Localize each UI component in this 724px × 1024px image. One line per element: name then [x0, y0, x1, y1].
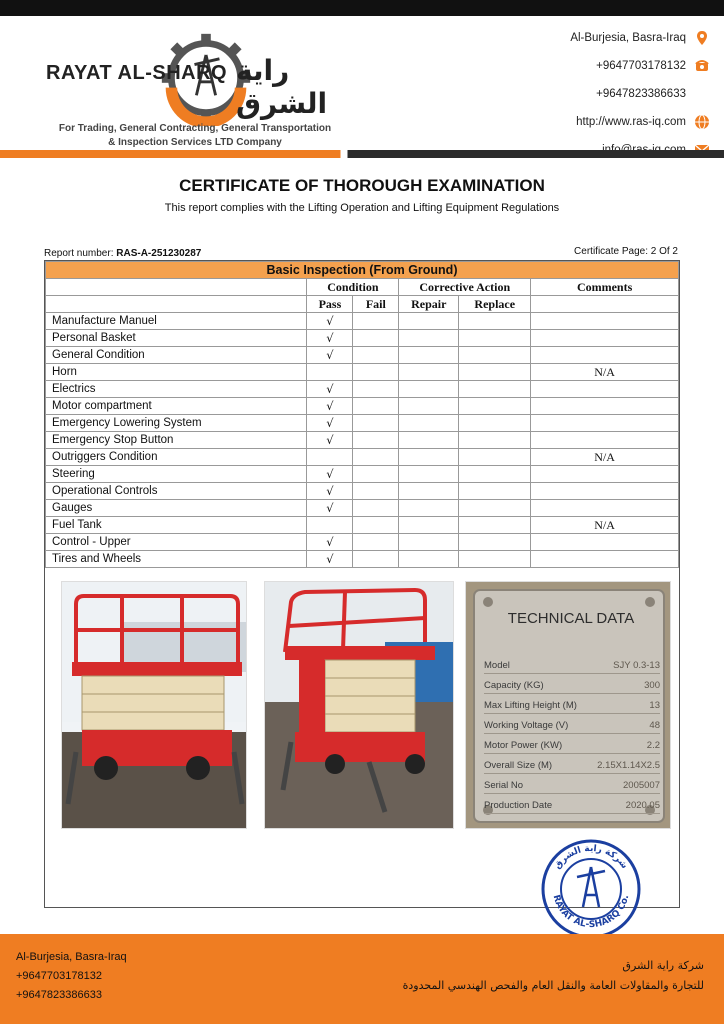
- row-repair-cell: [399, 500, 459, 517]
- company-description: [40, 122, 350, 150]
- contact-address: [490, 24, 710, 52]
- row-replace-cell: [459, 466, 531, 483]
- plate-row: [484, 694, 660, 714]
- certificate-page: Certificate Page: 2 Of 2: [574, 246, 678, 257]
- column-corrective-action: Corrective Action: [399, 279, 531, 296]
- column-repair: Repair: [399, 296, 459, 313]
- row-item-label: Motor compartment: [46, 398, 307, 415]
- row-comment: [531, 534, 679, 551]
- plate-row-value: 2.2: [646, 740, 660, 751]
- contact-phone-2: [490, 80, 710, 108]
- row-replace-cell: [459, 330, 531, 347]
- contact-phone-1: [490, 52, 710, 80]
- row-fail-cell: [353, 534, 399, 551]
- footer-arabic-line2: للتجارة والمقاولات العامة والنقل العام والفحص الهندسي المحدودة: [402, 979, 704, 992]
- row-pass-mark: √: [307, 398, 353, 415]
- row-item-label: Emergency Stop Button: [46, 432, 307, 449]
- subheader-blank: [46, 296, 307, 313]
- row-repair-cell: [399, 364, 459, 381]
- inspection-sheet: [44, 260, 680, 931]
- footer-phone-2: +9647823386633: [16, 989, 102, 1001]
- row-repair-cell: [399, 466, 459, 483]
- row-item-label: Emergency Lowering System: [46, 415, 307, 432]
- footer-arabic-line1: شركة راية الشرق: [622, 959, 704, 972]
- row-pass-mark: √: [307, 534, 353, 551]
- plate-row-value: 48: [649, 720, 660, 731]
- row-replace-cell: [459, 517, 531, 534]
- contact-phone-2-text: +9647823386633: [596, 88, 686, 100]
- plate-row-label: Overall Size (M): [484, 760, 553, 771]
- table-row: [46, 381, 679, 398]
- row-comment: [531, 330, 679, 347]
- row-comment: [531, 551, 679, 568]
- row-comment: [531, 381, 679, 398]
- row-comment: [531, 398, 679, 415]
- table-row: [46, 432, 679, 449]
- globe-icon: [694, 114, 710, 130]
- row-pass-mark: √: [307, 381, 353, 398]
- letterhead: [0, 16, 724, 161]
- plate-row-label: Serial No: [484, 780, 524, 791]
- row-comment: [531, 466, 679, 483]
- company-description-line1: For Trading, General Contracting, General Transportation: [58, 123, 332, 134]
- table-row: [46, 534, 679, 551]
- row-replace-cell: [459, 347, 531, 364]
- row-fail-cell: [353, 313, 399, 330]
- row-pass-mark: √: [307, 347, 353, 364]
- row-comment: [531, 432, 679, 449]
- row-replace-cell: [459, 449, 531, 466]
- plate-row-label: Capacity (KG): [484, 680, 544, 691]
- row-pass-mark: √: [307, 551, 353, 568]
- row-comment: [531, 347, 679, 364]
- row-pass-mark: [307, 449, 353, 466]
- plate-rows: [484, 654, 660, 814]
- row-pass-mark: [307, 364, 353, 381]
- column-replace: Replace: [459, 296, 531, 313]
- plate-row: [484, 774, 660, 794]
- row-pass-mark: [307, 517, 353, 534]
- table-row: [46, 347, 679, 364]
- contact-list: [490, 24, 710, 164]
- row-item-label: General Condition: [46, 347, 307, 364]
- plate-row-label: Motor Power (KW): [484, 740, 563, 751]
- row-replace-cell: [459, 432, 531, 449]
- report-number-value: RAS-A-251230287: [116, 248, 202, 259]
- row-item-label: Personal Basket: [46, 330, 307, 347]
- row-pass-mark: √: [307, 415, 353, 432]
- row-pass-mark: √: [307, 330, 353, 347]
- row-comment: N/A: [531, 364, 679, 381]
- scissor-lift-photo-2: [265, 582, 454, 829]
- row-item-label: Outriggers Condition: [46, 449, 307, 466]
- row-replace-cell: [459, 415, 531, 432]
- subheader-comments-blank: [531, 296, 679, 313]
- row-pass-mark: √: [307, 500, 353, 517]
- row-repair-cell: [399, 347, 459, 364]
- stamp-text-ar: شركة راية الشرق: [552, 843, 630, 872]
- table-row: [46, 449, 679, 466]
- row-replace-cell: [459, 483, 531, 500]
- footer: [0, 934, 724, 1024]
- row-replace-cell: [459, 551, 531, 568]
- row-item-label: Operational Controls: [46, 483, 307, 500]
- table-row: [46, 415, 679, 432]
- row-fail-cell: [353, 415, 399, 432]
- row-repair-cell: [399, 517, 459, 534]
- contact-phone-1-text: +9647703178132: [596, 60, 686, 72]
- section-title: Basic Inspection (From Ground): [46, 262, 679, 279]
- table-row: [46, 551, 679, 568]
- row-replace-cell: [459, 381, 531, 398]
- table-row: [46, 364, 679, 381]
- row-repair-cell: [399, 313, 459, 330]
- row-fail-cell: [353, 551, 399, 568]
- row-pass-mark: √: [307, 313, 353, 330]
- footer-contacts: [16, 948, 127, 1005]
- certificate-title: CERTIFICATE OF THOROUGH EXAMINATION: [179, 176, 545, 195]
- plate-row-label: Model: [484, 660, 510, 671]
- row-repair-cell: [399, 381, 459, 398]
- photo-lift-side: [61, 581, 247, 829]
- table-row: [46, 313, 679, 330]
- plate-row-value: 2005007: [623, 780, 660, 791]
- plate-row: [484, 734, 660, 754]
- plate-row-value: 2020.05: [625, 800, 660, 811]
- certificate-subtitle: This report complies with the Lifting Operation and Lifting Equipment Regulations: [164, 202, 560, 214]
- contact-website: [490, 108, 710, 136]
- contact-address-text: Al-Burjesia, Basra-Iraq: [570, 32, 686, 44]
- row-item-label: Gauges: [46, 500, 307, 517]
- row-repair-cell: [399, 415, 459, 432]
- row-comment: N/A: [531, 449, 679, 466]
- row-item-label: Electrics: [46, 381, 307, 398]
- row-item-label: Manufacture Manuel: [46, 313, 307, 330]
- plate-row-label: Max Lifting Height (M): [484, 700, 577, 711]
- row-replace-cell: [459, 364, 531, 381]
- table-row: [46, 500, 679, 517]
- row-comment: [531, 313, 679, 330]
- row-pass-mark: √: [307, 483, 353, 500]
- row-comment: [531, 500, 679, 517]
- plate-heading: TECHNICAL DATA: [507, 610, 635, 627]
- scissor-lift-photo-1: [62, 582, 247, 829]
- row-fail-cell: [353, 330, 399, 347]
- table-row: [46, 330, 679, 347]
- row-replace-cell: [459, 500, 531, 517]
- company-description-line2: & Inspection Services LTD Company: [108, 137, 282, 148]
- company-logo: [40, 24, 350, 134]
- row-repair-cell: [399, 432, 459, 449]
- top-bar: [0, 0, 724, 16]
- plate-row-label: Production Date: [484, 800, 553, 811]
- stamp-seal-icon: [539, 837, 643, 941]
- header-blank: [46, 279, 307, 296]
- plate-row: [484, 654, 660, 674]
- stamp-text: RAYAT AL-SHARQ Co.: [550, 893, 632, 931]
- row-item-label: Control - Upper: [46, 534, 307, 551]
- plate-row: [484, 754, 660, 774]
- footer-address: Al-Burjesia, Basra-Iraq: [16, 951, 127, 963]
- plate-row-value: SJY 0.3-13: [613, 660, 660, 671]
- row-pass-mark: √: [307, 466, 353, 483]
- row-fail-cell: [353, 364, 399, 381]
- row-fail-cell: [353, 347, 399, 364]
- row-fail-cell: [353, 500, 399, 517]
- phone-icon: [694, 58, 710, 74]
- inspection-rows: [46, 313, 679, 568]
- row-item-label: Fuel Tank: [46, 517, 307, 534]
- row-repair-cell: [399, 398, 459, 415]
- company-name-ar: راية الشرق: [236, 54, 328, 120]
- row-comment: [531, 415, 679, 432]
- row-replace-cell: [459, 398, 531, 415]
- row-repair-cell: [399, 330, 459, 347]
- column-pass: Pass: [307, 296, 353, 313]
- row-replace-cell: [459, 313, 531, 330]
- report-number-label: Report number:: [44, 248, 117, 259]
- plate-row: [484, 714, 660, 734]
- footer-phone-1: +9647703178132: [16, 970, 102, 982]
- column-condition: Condition: [307, 279, 399, 296]
- row-fail-cell: [353, 483, 399, 500]
- footer-arabic: [403, 956, 704, 996]
- table-row: [46, 466, 679, 483]
- table-row: [46, 517, 679, 534]
- plate-row: [484, 674, 660, 694]
- row-replace-cell: [459, 534, 531, 551]
- row-fail-cell: [353, 381, 399, 398]
- location-icon: [694, 30, 710, 46]
- column-fail: Fail: [353, 296, 399, 313]
- column-comments: Comments: [531, 279, 679, 296]
- row-fail-cell: [353, 432, 399, 449]
- row-fail-cell: [353, 466, 399, 483]
- row-repair-cell: [399, 551, 459, 568]
- plate-row-value: 300: [644, 680, 660, 691]
- row-comment: [531, 483, 679, 500]
- row-item-label: Tires and Wheels: [46, 551, 307, 568]
- row-item-label: Steering: [46, 466, 307, 483]
- header-stripe: [0, 150, 724, 158]
- row-repair-cell: [399, 449, 459, 466]
- plate-row-label: Working Voltage (V): [484, 720, 569, 731]
- row-pass-mark: √: [307, 432, 353, 449]
- row-repair-cell: [399, 483, 459, 500]
- plate-row-value: 2.15X1.14X2.5: [597, 760, 660, 771]
- photo-technical-plate: [465, 581, 671, 829]
- inspection-table: [45, 261, 679, 568]
- row-item-label: Horn: [46, 364, 307, 381]
- company-name-en: RAYAT AL-SHARQ: [46, 62, 228, 84]
- row-repair-cell: [399, 534, 459, 551]
- row-fail-cell: [353, 517, 399, 534]
- photo-lift-front: [264, 581, 454, 829]
- row-fail-cell: [353, 398, 399, 415]
- plate-row-value: 13: [649, 700, 660, 711]
- report-number: [44, 248, 201, 259]
- spacer-icon: [694, 86, 710, 102]
- row-comment: N/A: [531, 517, 679, 534]
- company-stamp: [539, 837, 643, 941]
- table-row: [46, 483, 679, 500]
- row-fail-cell: [353, 449, 399, 466]
- contact-website-text: http://www.ras-iq.com: [576, 116, 686, 128]
- table-row: [46, 398, 679, 415]
- plate-row: [484, 794, 660, 814]
